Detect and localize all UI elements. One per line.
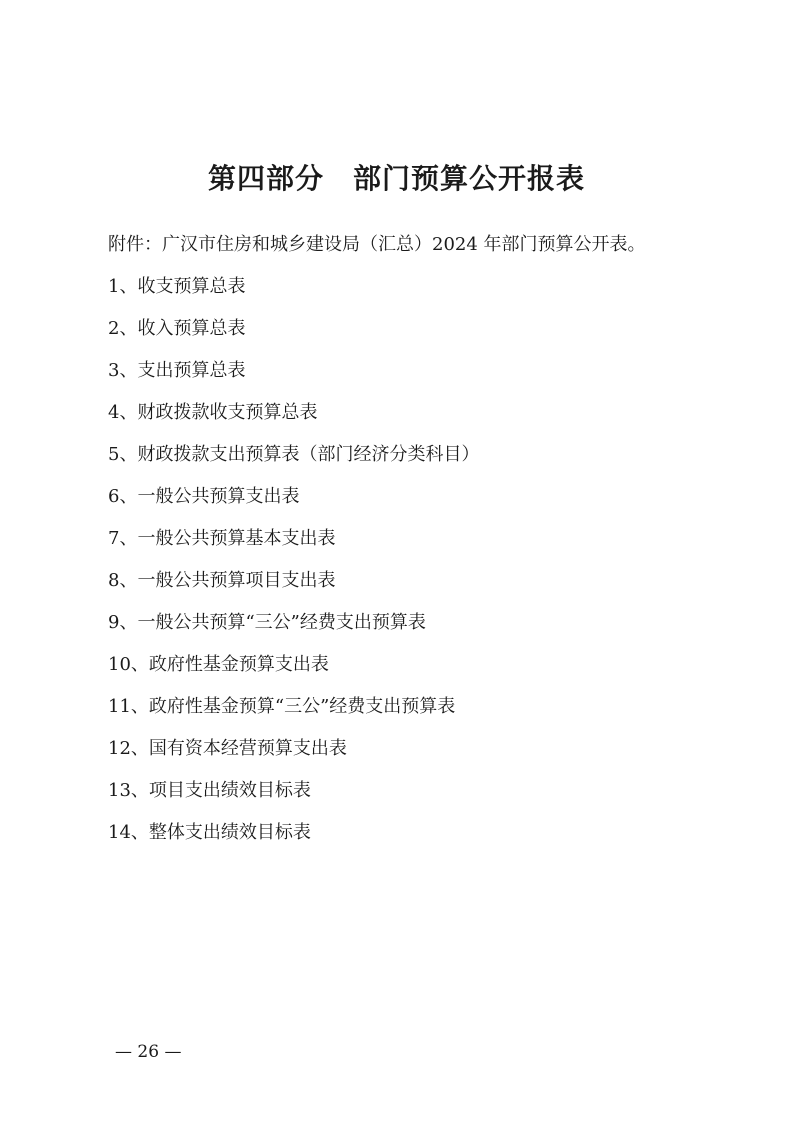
list-item: 12、国有资本经营预算支出表 <box>108 738 347 759</box>
list-item: 7、一般公共预算基本支出表 <box>108 528 336 549</box>
page-number: — 26 — <box>115 1042 182 1062</box>
list-item: 5、财政拨款支出预算表（部门经济分类科目） <box>108 444 480 465</box>
list-item: 1、收支预算总表 <box>108 276 246 297</box>
list-item: 3、支出预算总表 <box>108 360 246 381</box>
list-item: 2、收入预算总表 <box>108 318 246 339</box>
table-list <box>108 271 479 859</box>
attachment-line: 附件：广汉市住房和城乡建设局（汇总）2024 年部门预算公开表。 <box>108 234 646 255</box>
list-item: 11、政府性基金预算“三公”经费支出预算表 <box>108 696 456 717</box>
list-item: 6、一般公共预算支出表 <box>108 486 300 507</box>
list-item: 13、项目支出绩效目标表 <box>108 780 311 801</box>
page-title: 第四部分 部门预算公开报表 <box>207 161 585 195</box>
list-item: 4、财政拨款收支预算总表 <box>108 402 318 423</box>
list-item: 9、一般公共预算“三公”经费支出预算表 <box>108 612 426 633</box>
list-item: 10、政府性基金预算支出表 <box>108 654 329 675</box>
list-item: 14、整体支出绩效目标表 <box>108 822 311 843</box>
list-item: 8、一般公共预算项目支出表 <box>108 570 336 591</box>
